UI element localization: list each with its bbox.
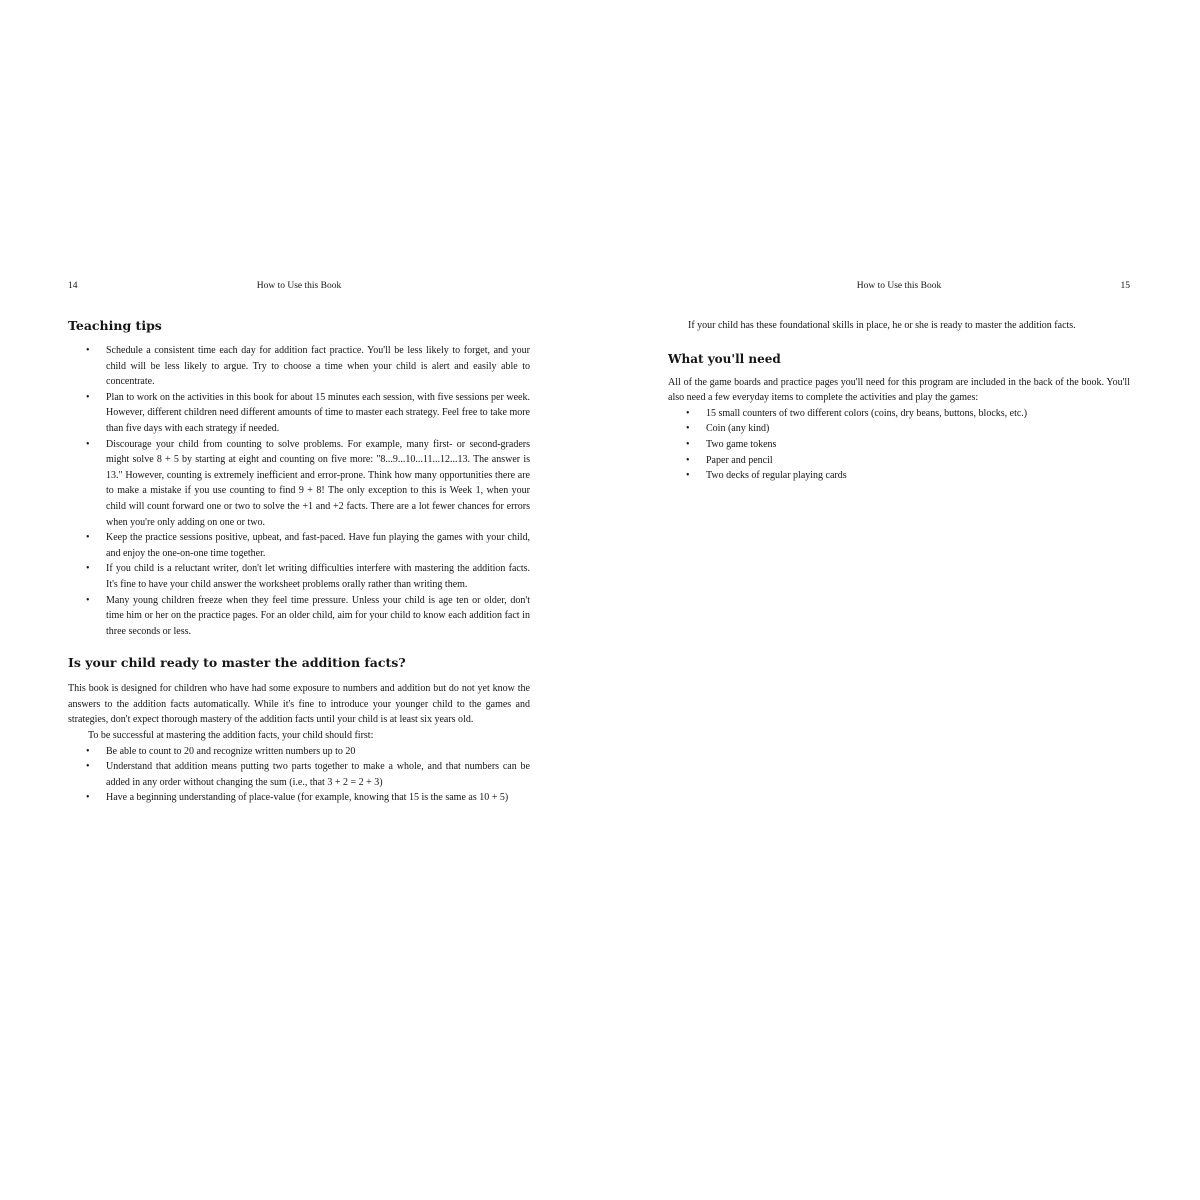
left-page	[68, 278, 530, 806]
supply-item: • Coin (any kind)	[706, 421, 1130, 437]
ready-heading: Is your child ready to master the addition facts?	[68, 655, 406, 671]
readiness-list	[68, 744, 530, 806]
supply-item: • 15 small counters of two different colors (coins, dry beans, buttons, blocks, etc.)	[706, 406, 1130, 422]
ready-lead-in: To be successful at mastering the addition facts, your child should first:	[88, 730, 374, 742]
supplies-list	[668, 406, 1130, 484]
right-intro-paragraph: If your child has these foundational skills in place, he or she is ready to master the addition facts.	[688, 320, 1076, 331]
readiness-item: • Have a beginning understanding of place-value (for example, knowing that 15 is the same as 10 + 5)	[106, 790, 530, 806]
teaching-tip-item: • Many young children freeze when they feel time pressure. Unless your child is age ten or older, don't time him or her on the practice pages. For an older child, aim for your child to know each addition fact in three seconds or less.	[106, 593, 530, 640]
left-running-head-title: How to Use this Book	[256, 281, 342, 291]
right-page-number: 15	[1120, 281, 1130, 291]
what-you-need-heading: What you'll need	[668, 351, 781, 366]
right-running-head	[668, 278, 1130, 294]
left-page-number: 14	[68, 281, 78, 291]
teaching-tip-item: • Keep the practice sessions positive, upbeat, and fast-paced. Have fun playing the games with your child, and enjoy the one-on-one time together.	[106, 530, 530, 561]
what-you-need-paragraph: All of the game boards and practice pages you'll need for this program are included in the back of the book. You'll also need a few everyday items to complete the activities and play the games:	[668, 376, 1130, 404]
readiness-item: • Be able to count to 20 and recognize written numbers up to 20	[106, 744, 530, 760]
supply-item: • Paper and pencil	[706, 453, 1130, 469]
teaching-tip-item: • Plan to work on the activities in this book for about 15 minutes each session, with five sessions per week. However, different children need different amounts of time to master each strategy. Feel free to take more than five days with each strategy if needed.	[106, 390, 530, 437]
teaching-tip-item: • Schedule a consistent time each day for addition fact practice. You'll be less likely to forget, and your child will be less likely to argue. Try to choose a time when your child is alert and easily able to concentrate.	[106, 343, 530, 390]
right-page	[668, 278, 1130, 484]
supply-item: • Two game tokens	[706, 437, 1130, 453]
right-running-head-title: How to Use this Book	[856, 281, 942, 291]
teaching-tip-item: • Discourage your child from counting to solve problems. For example, many first- or second-graders might solve 8 + 5 by starting at eight and counting on five more: "8...9...10...11...12...13. The answer is 13." However, counting is extremely inefficient and error-prone. Think how many opportunities there are to make a mistake if you use counting to find 9 + 8! The only exception to this is Week 1, when your child will count forward one or two to solve the +1 and +2 facts. There are a lot fewer chances for errors when you're only adding on one or two.	[106, 437, 530, 531]
left-running-head	[68, 278, 530, 294]
teaching-tips-list	[68, 343, 530, 639]
teaching-tip-item: • If you child is a reluctant writer, don't let writing difficulties interfere with mastering the addition facts. It's fine to have your child answer the worksheet problems orally rather than writing them.	[106, 561, 530, 592]
teaching-tips-heading: Teaching tips	[68, 318, 162, 333]
readiness-item: • Understand that addition means putting two parts together to make a whole, and that numbers can be added in any order without changing the sum (i.e., that 3 + 2 = 2 + 3)	[106, 759, 530, 790]
ready-paragraph: This book is designed for children who have had some exposure to numbers and addition but do not yet know the answers to the addition facts automatically. While it's fine to introduce your younger child to the games and strategies, don't expect thorough mastery of the addition facts until your child is at least six years old.	[68, 683, 530, 726]
supply-item: • Two decks of regular playing cards	[706, 468, 1130, 484]
